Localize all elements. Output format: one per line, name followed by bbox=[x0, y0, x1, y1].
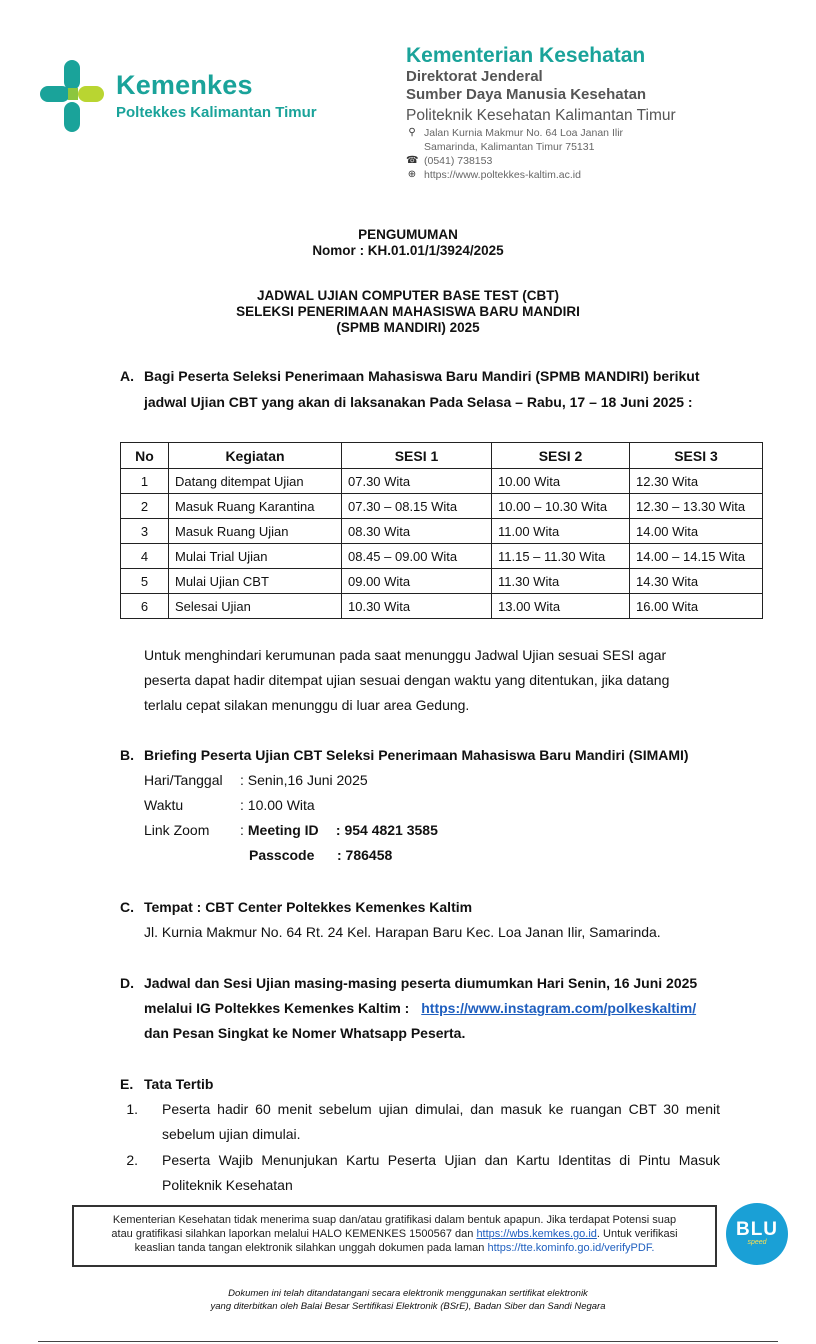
cell-no: 4 bbox=[121, 544, 169, 569]
passcode-value[interactable]: : 786458 bbox=[337, 847, 393, 863]
e-signature-note bbox=[0, 1287, 816, 1313]
table-row bbox=[121, 594, 763, 619]
list-item bbox=[120, 1097, 720, 1147]
cell-sesi-3: 12.30 Wita bbox=[630, 469, 763, 494]
section-a-text-2: jadwal Ujian CBT yang akan di laksanakan Pada Selasa – Rabu, 17 – 18 Juni 2025 : bbox=[144, 394, 693, 410]
phone-text: (0541) 738153 bbox=[424, 155, 493, 167]
cell-sesi-3: 14.30 Wita bbox=[630, 569, 763, 594]
section-letter: A. bbox=[120, 368, 134, 384]
cell-no: 3 bbox=[121, 519, 169, 544]
notice-line-3-text: keaslian tanda tangan elektronik silahkan unggah dokumen pada laman bbox=[134, 1242, 485, 1254]
cell-sesi-2: 10.00 Wita bbox=[492, 469, 630, 494]
rule-text: Peserta Wajib Menunjukan Kartu Peserta Ujian dan Kartu Identitas di Pintu Masuk Politeknik Kesehatan bbox=[162, 1152, 720, 1193]
meeting-id-value[interactable]: : 954 4821 3585 bbox=[335, 822, 438, 838]
briefing-passcode-row bbox=[144, 843, 720, 868]
table-row bbox=[121, 494, 763, 519]
zoom-label: Link Zoom bbox=[144, 822, 210, 838]
briefing-zoom-row bbox=[144, 818, 720, 843]
logo-title: Kemenkes bbox=[116, 70, 253, 100]
cell-sesi-2: 13.00 Wita bbox=[492, 594, 630, 619]
cell-sesi-1: 09.00 Wita bbox=[342, 569, 492, 594]
day-label: Hari/Tanggal bbox=[144, 772, 223, 788]
instagram-link[interactable]: https://www.instagram.com/polkeskaltim/ bbox=[421, 1000, 697, 1016]
section-a-heading bbox=[120, 364, 720, 389]
section-b-heading bbox=[120, 743, 720, 768]
signature-line-2: yang diterbitkan oleh Balai Besar Sertifikasi Elektronik (BSrE), Badan Siber dan Sandi Negara bbox=[210, 1301, 606, 1312]
blu-badge-sub: speed bbox=[747, 1239, 767, 1246]
cell-no: 2 bbox=[121, 494, 169, 519]
notice-line-2-tail: . Untuk verifikasi bbox=[596, 1228, 678, 1240]
cell-kegiatan: Mulai Trial Ujian bbox=[169, 544, 342, 569]
heading-line-3: (SPMB MANDIRI) 2025 bbox=[336, 320, 480, 335]
bottom-divider bbox=[38, 1341, 778, 1342]
section-d bbox=[120, 971, 720, 1046]
institution-name: Politeknik Kesehatan Kalimantan Timur bbox=[406, 107, 676, 124]
heading-line-1: JADWAL UJIAN COMPUTER BASE TEST (CBT) bbox=[256, 288, 559, 303]
section-e-title: Tata Tertib bbox=[144, 1076, 214, 1092]
cell-sesi-1: 07.30 Wita bbox=[342, 469, 492, 494]
cell-kegiatan: Masuk Ruang Karantina bbox=[169, 494, 342, 519]
directorate-line-2: Sumber Daya Manusia Kesehatan bbox=[406, 86, 647, 103]
cell-sesi-1: 07.30 – 08.15 Wita bbox=[342, 494, 492, 519]
anti-gratification-notice bbox=[72, 1205, 717, 1267]
phone-icon: ☎ bbox=[406, 155, 419, 166]
col-header-kegiatan: Kegiatan bbox=[169, 443, 342, 469]
schedule-table bbox=[120, 442, 763, 619]
letterhead-info bbox=[406, 44, 706, 182]
address-line-2 bbox=[406, 140, 706, 154]
section-c bbox=[120, 895, 720, 945]
cell-no: 1 bbox=[121, 469, 169, 494]
cell-no: 5 bbox=[121, 569, 169, 594]
globe-icon: ⊕ bbox=[407, 169, 417, 180]
section-d-line-1: Jadwal dan Sesi Ujian masing-masing peserta diumumkan Hari Senin, 16 Juni 2025 bbox=[144, 975, 698, 991]
cell-sesi-1: 08.45 – 09.00 Wita bbox=[342, 544, 492, 569]
section-c-title: Tempat : CBT Center Poltekkes Kemenkes Kaltim bbox=[144, 899, 473, 915]
website-line bbox=[406, 168, 706, 182]
col-header-no: No bbox=[121, 443, 169, 469]
rule-text: Peserta hadir 60 menit sebelum ujian dimulai, dan masuk ke ruangan CBT 30 menit sebelum ujian dimulai. bbox=[162, 1101, 720, 1142]
cell-kegiatan: Mulai Ujian CBT bbox=[169, 569, 342, 594]
heading-line-2: SELEKSI PENERIMAAN MAHASISWA BARU MANDIRI bbox=[236, 304, 580, 319]
rule-number: 1. bbox=[126, 1101, 138, 1117]
section-d-line-2 bbox=[120, 996, 720, 1021]
section-d-line-3: dan Pesan Singkat ke Nomer Whatsapp Peserta. bbox=[144, 1025, 466, 1041]
briefing-day-row bbox=[144, 768, 720, 793]
time-value: : 10.00 Wita bbox=[240, 797, 315, 813]
section-letter: C. bbox=[120, 899, 134, 915]
section-b-title: Briefing Peserta Ujian CBT Seleksi Penerimaan Mahasiswa Baru Mandiri (SIMAMI) bbox=[144, 747, 689, 763]
section-d-heading bbox=[120, 971, 720, 996]
cell-no: 6 bbox=[121, 594, 169, 619]
note-line-2: peserta dapat hadir ditempat ujian sesuai dengan waktu yang ditentukan, jika datang bbox=[144, 672, 670, 688]
passcode-label: Passcode bbox=[249, 847, 315, 863]
briefing-time-row bbox=[144, 793, 720, 818]
cell-kegiatan: Selesai Ujian bbox=[169, 594, 342, 619]
cell-kegiatan: Datang ditempat Ujian bbox=[169, 469, 342, 494]
col-header-sesi-3: SESI 3 bbox=[630, 443, 763, 469]
cell-sesi-2: 11.15 – 11.30 Wita bbox=[492, 544, 630, 569]
meeting-id-label: Meeting ID bbox=[247, 822, 319, 838]
announcement-title: PENGUMUMAN bbox=[358, 227, 458, 242]
rule-number: 2. bbox=[126, 1152, 138, 1168]
section-a bbox=[120, 364, 720, 415]
section-e bbox=[120, 1072, 720, 1198]
address-line bbox=[406, 126, 706, 140]
table-row bbox=[121, 569, 763, 594]
notice-line-1: Kementerian Kesehatan tidak menerima suap dan/atau gratifikasi dalam bentuk apapun. Jika terdapat Potensi suap bbox=[112, 1214, 677, 1226]
table-row bbox=[121, 469, 763, 494]
website-text: https://www.poltekkes-kaltim.ac.id bbox=[424, 169, 581, 181]
cell-sesi-3: 14.00 – 14.15 Wita bbox=[630, 544, 763, 569]
note-line-3: terlalu cepat silakan menunggu di luar area Gedung. bbox=[144, 697, 470, 713]
col-header-sesi-1: SESI 1 bbox=[342, 443, 492, 469]
section-a-text-1: Bagi Peserta Seleksi Penerimaan Mahasiswa Baru Mandiri (SPMB MANDIRI) berikut bbox=[144, 368, 700, 384]
kemenkes-logo bbox=[38, 58, 338, 138]
section-b bbox=[120, 743, 720, 868]
section-letter: E. bbox=[120, 1076, 134, 1092]
location-pin-icon: ⚲ bbox=[408, 127, 416, 138]
zoom-colon: : bbox=[240, 822, 244, 838]
cell-sesi-1: 08.30 Wita bbox=[342, 519, 492, 544]
cell-kegiatan: Masuk Ruang Ujian bbox=[169, 519, 342, 544]
instagram-prefix: melalui IG Poltekkes Kemenkes Kaltim : bbox=[144, 1000, 410, 1016]
ministry-name: Kementerian Kesehatan bbox=[406, 44, 646, 67]
table-row bbox=[121, 519, 763, 544]
cell-sesi-1: 10.30 Wita bbox=[342, 594, 492, 619]
note-line-1: Untuk menghindari kerumunan pada saat menunggu Jadwal Ujian sesuai SESI agar bbox=[144, 647, 667, 663]
notice-line-2-text: atau gratifikasi silahkan laporkan melalui HALO KEMENKES 1500567 dan bbox=[111, 1228, 474, 1240]
cell-sesi-2: 10.00 – 10.30 Wita bbox=[492, 494, 630, 519]
signature-line-1: Dokumen ini telah ditandatangani secara elektronik menggunakan sertifikat elektronik bbox=[228, 1288, 588, 1299]
table-header-row bbox=[121, 443, 763, 469]
day-value: : Senin,16 Juni 2025 bbox=[240, 772, 368, 788]
cell-sesi-3: 14.00 Wita bbox=[630, 519, 763, 544]
section-a-note bbox=[120, 643, 720, 718]
section-c-heading bbox=[120, 895, 720, 920]
cell-sesi-3: 16.00 Wita bbox=[630, 594, 763, 619]
section-letter: D. bbox=[120, 975, 134, 991]
notice-line-2 bbox=[84, 1227, 705, 1241]
blu-speed-badge bbox=[726, 1203, 788, 1265]
announcement-number: Nomor : KH.01.01/1/3924/2025 bbox=[312, 243, 504, 258]
list-item bbox=[120, 1148, 720, 1198]
schedule-heading-block bbox=[0, 288, 816, 336]
section-e-heading bbox=[120, 1072, 720, 1097]
cell-sesi-2: 11.30 Wita bbox=[492, 569, 630, 594]
blu-badge-text: BLU bbox=[735, 1219, 779, 1240]
notice-line-3 bbox=[84, 1241, 705, 1255]
section-letter: B. bbox=[120, 747, 134, 763]
time-label: Waktu bbox=[144, 797, 184, 813]
announcement-title-block bbox=[0, 227, 816, 259]
col-header-sesi-2: SESI 2 bbox=[492, 443, 630, 469]
wbs-link[interactable]: https://wbs.kemkes.go.id bbox=[476, 1228, 597, 1240]
address-text-2: Samarinda, Kalimantan Timur 75131 bbox=[424, 141, 595, 153]
verify-pdf-link[interactable]: https://tte.kominfo.go.id/verifyPDF. bbox=[487, 1242, 655, 1254]
address-text-1: Jalan Kurnia Makmur No. 64 Loa Janan Ilir bbox=[424, 127, 624, 139]
logo-subtitle: Poltekkes Kalimantan Timur bbox=[116, 104, 317, 121]
rules-list bbox=[120, 1097, 720, 1198]
kemenkes-logo-mark-icon bbox=[38, 58, 108, 136]
cell-sesi-3: 12.30 – 13.30 Wita bbox=[630, 494, 763, 519]
table-row bbox=[121, 544, 763, 569]
venue-address: Jl. Kurnia Makmur No. 64 Rt. 24 Kel. Harapan Baru Kec. Loa Janan Ilir, Samarinda. bbox=[144, 924, 661, 940]
phone-line bbox=[406, 154, 706, 168]
directorate-line-1: Direktorat Jenderal bbox=[406, 68, 543, 85]
cell-sesi-2: 11.00 Wita bbox=[492, 519, 630, 544]
